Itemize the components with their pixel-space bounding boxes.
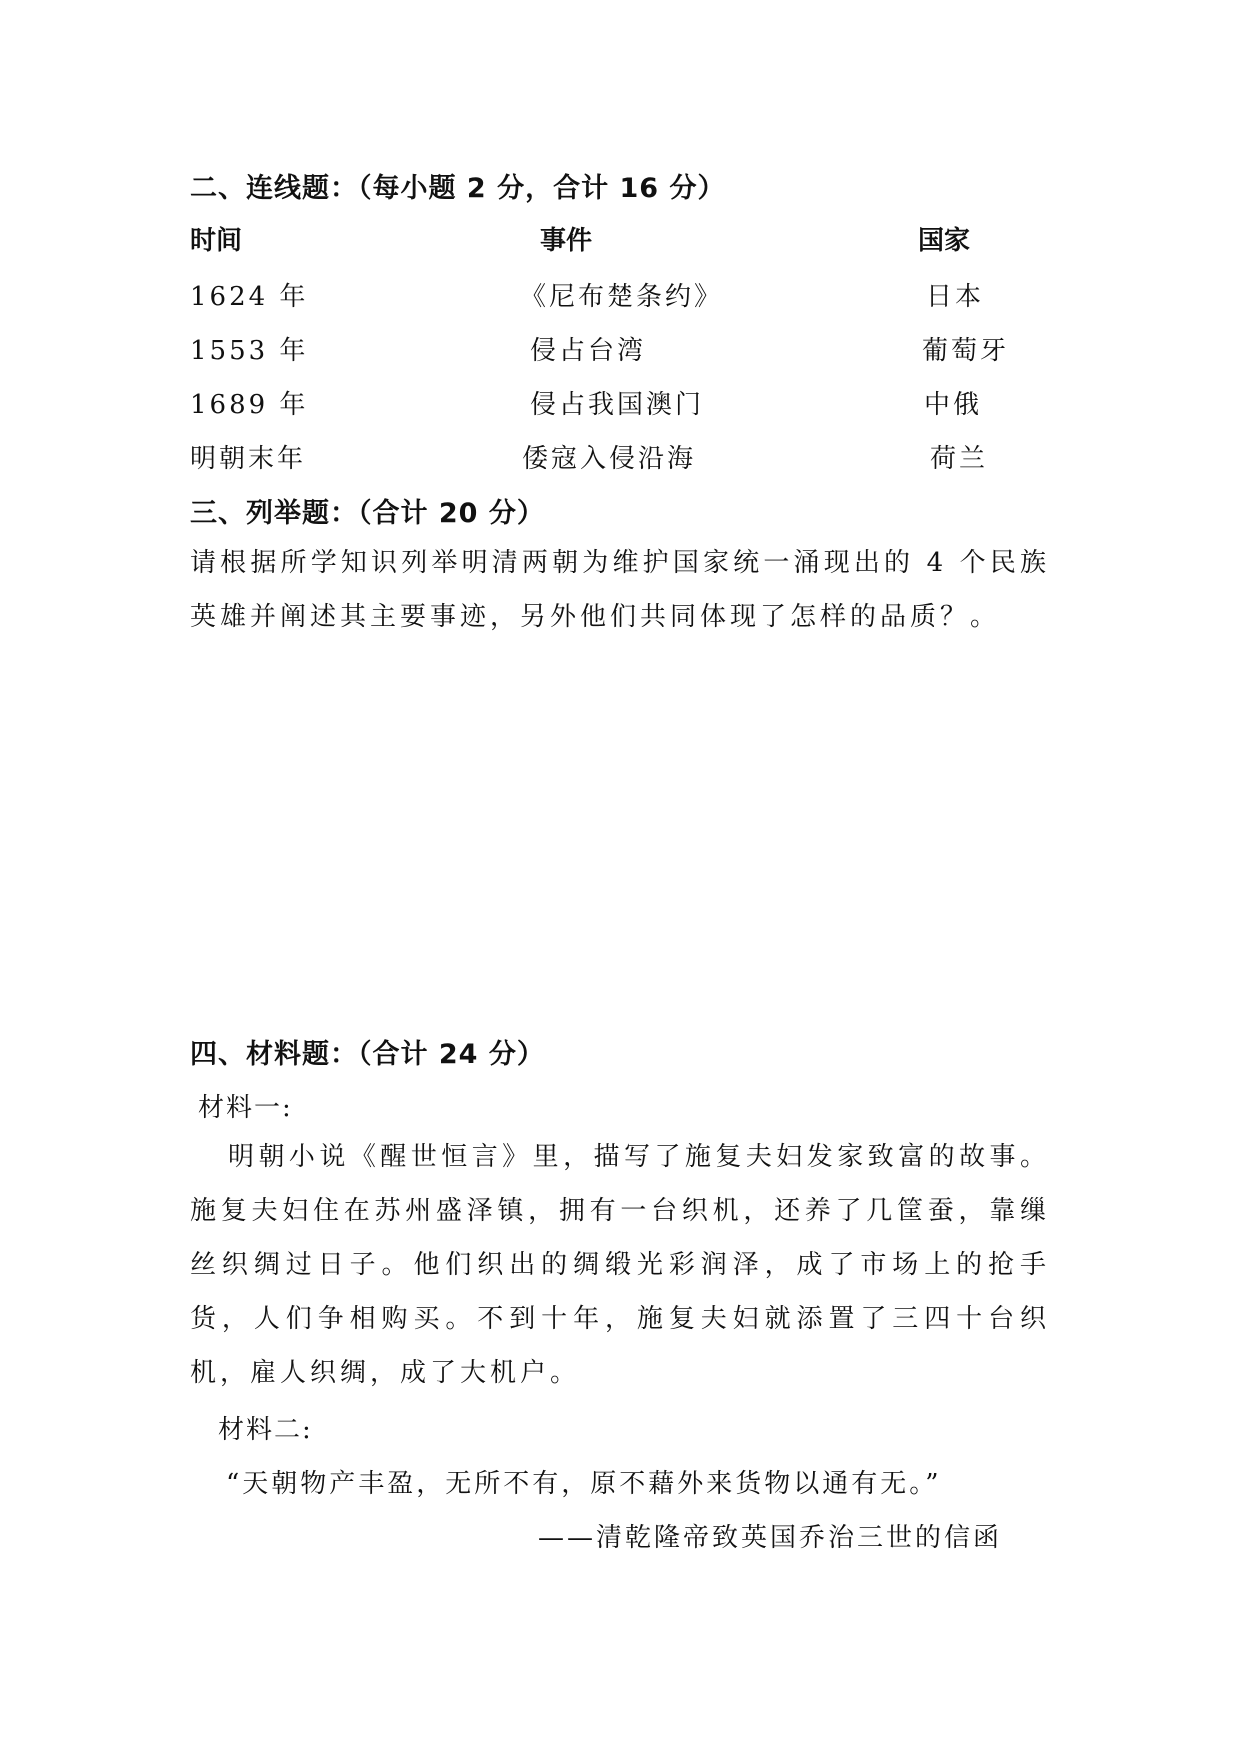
row2-event: 侵占台湾 [530,336,647,366]
section3-question: 请根据所学知识列举明清两朝为维护国家统一涌现出的 4 个民族英雄并阐述其主要事迹，另外他们共同体现了怎样的品质？。 [190,548,1050,632]
row1-time: 1624 年 [190,282,309,312]
section2-title: 二、连线题：（每小题 2 分，合计 16 分） [190,173,726,204]
row1-event: 《尼布楚条约》 [520,282,724,312]
row2-time: 1553 年 [190,336,309,366]
section3-title: 三、列举题：（合计 20 分） [190,498,545,529]
row4-country: 荷兰 [930,444,989,474]
material2-label: 材料二: [218,1415,313,1445]
row4-event: 倭寇入侵沿海 [522,444,697,474]
section4-title: 四、材料题：（合计 24 分） [190,1039,545,1070]
col-header-country: 国家 [918,226,971,256]
material1-text: 明朝小说《醒世恒言》里，描写了施复夫妇发家致富的故事。施复夫妇住在苏州盛泽镇，拥有一台织机，还养了几筐蚕，靠缫丝织绸过日子。他们织出的绸缎光彩润泽，成了市场上的抢手货，人们争相购买。不到十年，施复夫妇就添置了三四十台织机，雇人织绸，成了大机户。 [190,1142,1050,1388]
row1-country: 日本 [926,282,985,312]
row3-time: 1689 年 [190,390,309,420]
col-header-time: 时间 [190,226,243,256]
row3-country: 中俄 [924,390,983,420]
material2-source: ——清乾隆帝致英国乔治三世的信函 [538,1523,1003,1553]
material2-quote: “天朝物产丰盈，无所不有，原不藉外来货物以通有无。” [226,1469,942,1499]
row2-country: 葡萄牙 [922,336,1010,366]
row4-time: 明朝末年 [190,444,307,474]
material1-label: 材料一: [198,1093,293,1123]
col-header-event: 事件 [540,226,593,256]
row3-event: 侵占我国澳门 [530,390,705,420]
